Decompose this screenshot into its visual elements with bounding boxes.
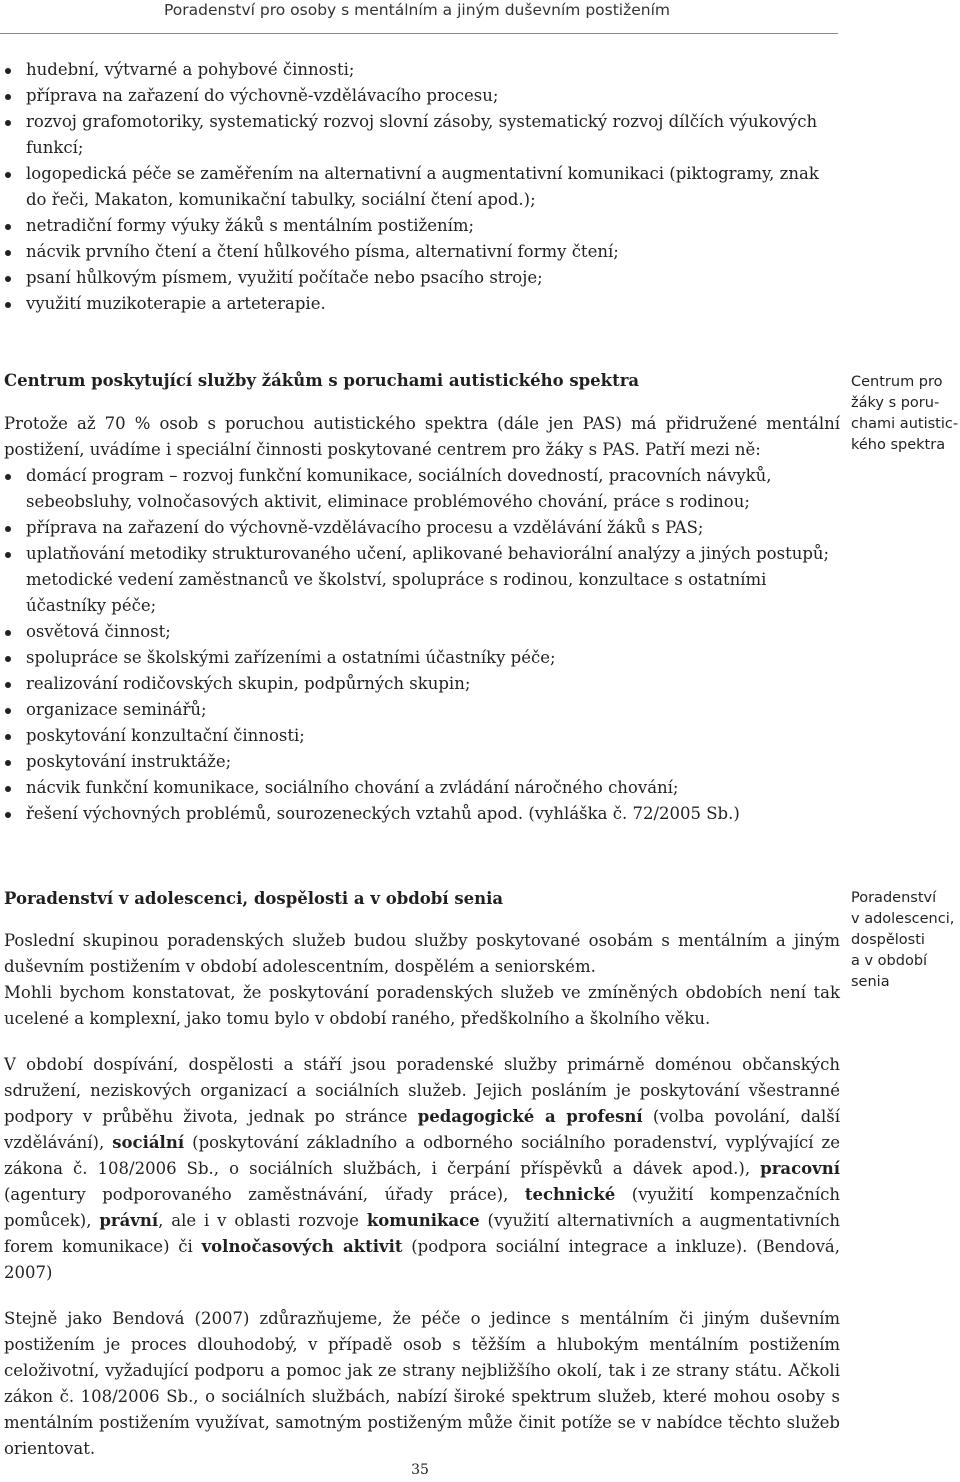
margin-note-line: a v období [851,953,928,969]
section-adolescence [4,886,841,1458]
emphasis: technické [524,1185,616,1204]
list-item: rozvoj grafomotoriky, systematický rozvoj slovní zásoby, systematický rozvoj dílčích výukových funkcí; [4,109,840,161]
margin-note-adolescence [851,888,959,993]
emphasis: právní [99,1211,159,1230]
paragraph: Mohli bychom konstatovat, že poskytování poradenských služeb ve zmíněných obdobích není tak ucelené a komplexní, jako tomu bylo v období raného, předškolního a školního věku. [4,983,840,1028]
activity-list-block [4,57,840,317]
margin-note-autism [851,372,959,456]
list-item: uplatňování metodiky strukturovaného učení, aplikované behaviorální analýzy a jiných postupů; metodické vedení zaměstnanců ve školství, spolupráce s rodinou, konzultace s ostatními účastníky péče; [4,541,840,619]
activity-list [4,57,840,317]
list-item: hudební, výtvarné a pohybové činnosti; [4,57,840,83]
paragraph-support-areas [4,1052,840,1286]
running-header [0,0,838,34]
margin-note-line: žáky s poru- [851,395,940,411]
emphasis: pracovní [760,1159,840,1178]
list-item: realizování rodičovských skupin, podpůrných skupin; [4,671,840,697]
emphasis: sociální [112,1133,185,1152]
text-run: (volba povolání, další vzdělávání), [4,1107,840,1152]
margin-note-line: kého spektra [851,437,946,453]
list-item: poskytování konzultační činnosti; [4,723,840,749]
section-intro: Protože až 70 % osob s poruchou autistického spektra (dále jen PAS) má přidružené mentální postižení, uvádíme i speciální činnosti poskytované centrem pro žáky s PAS. Patří mezi ně: [4,414,840,459]
list-item: využití muzikoterapie a arteterapie. [4,291,840,317]
service-list [4,463,840,827]
running-title: Poradenství pro osoby s mentálním a jiným duševním postižením [163,1,670,19]
list-item: příprava na zařazení do výchovně-vzdělávacího procesu a vzdělávání žáků s PAS; [4,515,840,541]
margin-note-line: chami autistic- [851,416,959,432]
list-item: nácvik prvního čtení a čtení hůlkového písma, alternativní formy čtení; [4,239,840,265]
list-item: poskytování instruktáže; [4,749,840,775]
text-run: (agentury podporovaného zaměstnávání, úřady práce), [4,1185,525,1204]
list-item: domácí program – rozvoj funkční komunikace, sociálních dovedností, pracovních návyků, sebeobsluhy, volnočasových aktivit, eliminace problémového chování, práce s rodinou; [4,463,840,515]
text-run: (podpora sociální integrace a inkluze). (Bendová, 2007) [4,1237,840,1282]
text-run: (využití alternativních a augmentativních forem komunikace) či [4,1211,841,1256]
margin-note-line: Poradenství [851,890,937,906]
section-autism-centre [4,368,840,827]
list-item: netradiční formy výuky žáků s mentálním postižením; [4,213,840,239]
section-title: Centrum poskytující služby žákům s poruchami autistického spektra [4,371,640,390]
text-run: , ale i v oblasti rozvoje [158,1211,367,1230]
text-run: (využití kompenzačních pomůcek), [4,1185,840,1230]
margin-note-line: dospělosti [851,932,925,948]
paragraph: Stejně jako Bendová (2007) zdůrazňujeme, že péče o jedince s mentálním či jiným duševním postižením je proces dlouhodobý, v případě osob s těžším a hlubokým mentálním postižením celoživotní, vyžadující podporu a pomoc jak ze strany nejbližšího okolí, tak i ze strany státu. Ačkoli zákon č. 108/2006 Sb., o sociálních službách, nabízí široké spektrum služeb, které mohou osoby s mentálním postižením využívat, samotným postiženým může činit potíže se v nabídce těchto služeb orientovat. [4,1309,840,1458]
list-item: psaní hůlkovým písmem, využití počítače nebo psacího stroje; [4,265,840,291]
emphasis: komunikace [366,1211,480,1230]
list-item: nácvik funkční komunikace, sociálního chování a zvládání náročného chování; [4,775,840,801]
list-item: organizace seminářů; [4,697,840,723]
list-item: spolupráce se školskými zařízeními a ostatními účastníky péče; [4,645,840,671]
list-item: příprava na zařazení do výchovně-vzdělávacího procesu; [4,83,840,109]
section-title: Poradenství v adolescenci, dospělosti a v období senia [4,889,504,908]
margin-note-line: v adolescenci, [851,911,955,927]
paragraph: Poslední skupinou poradenských služeb budou služby poskytované osobám s mentálním a jiným duševním postižením v období adolescentním, dospělém a seniorském. [4,931,840,976]
list-item: logopedická péče se zaměřením na alternativní a augmentativní komunikaci (piktogramy, znak do řeči, Makaton, komunikační tabulky, sociální čtení apod.); [4,161,840,213]
page-number: 35 [411,1462,429,1478]
margin-note-line: senia [851,974,890,990]
emphasis: pedagogické a profesní [417,1107,643,1126]
list-item: řešení výchovných problémů, sourozeneckých vztahů apod. (vyhláška č. 72/2005 Sb.) [4,801,840,827]
text-run: (poskytování základního a odborného sociálního poradenství, vyplývající ze zákona č. 108/2006 Sb., o sociálních službách, i čerpání příspěvků a dávek apod.), [4,1133,841,1178]
margin-note-line: Centrum pro [851,374,943,390]
text-run: V období dospívání, dospělosti a stáří jsou poradenské služby primárně doménou občanských sdružení, neziskových organizací a sociálních služeb. Jejich posláním je poskytování všestranné podpory v průběhu života, jednak po stránce [4,1055,840,1126]
list-item: osvětová činnost; [4,619,840,645]
emphasis: volnočasových aktivit [201,1237,403,1256]
